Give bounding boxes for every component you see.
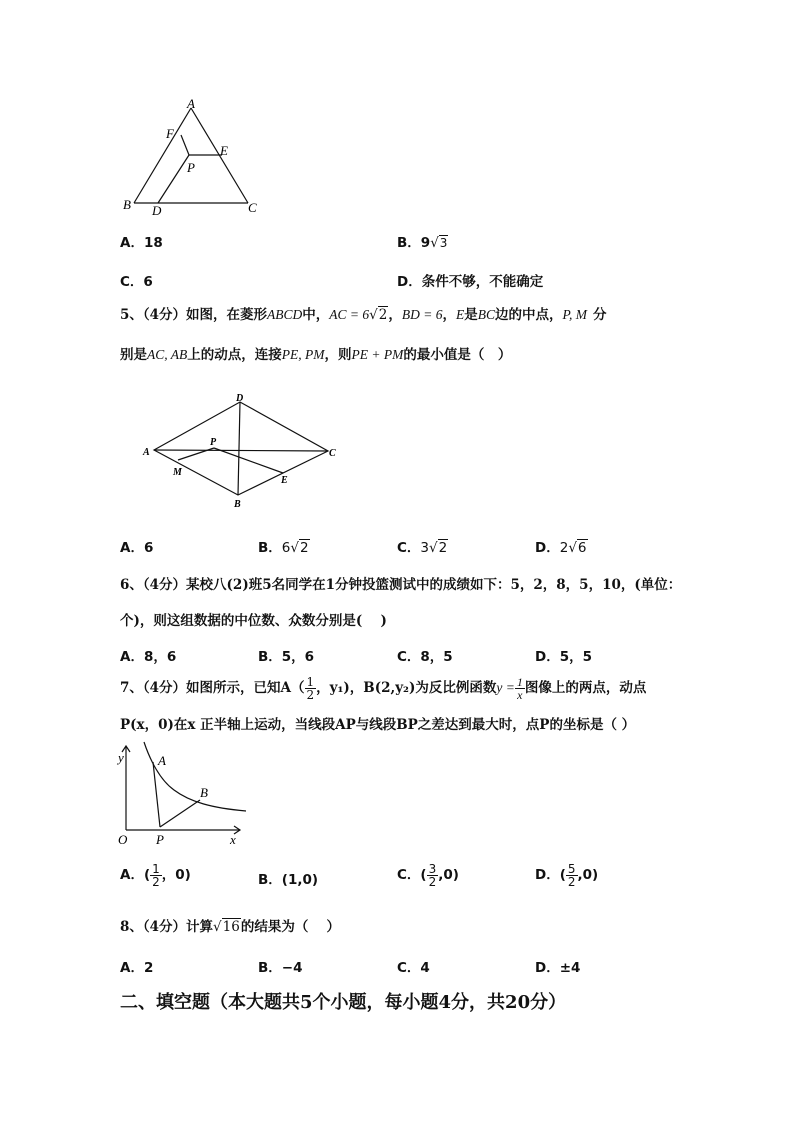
q5-label-m: M (173, 467, 182, 478)
q5-option-c[interactable]: C．3√2 (397, 540, 448, 556)
q5-text-2b: AC, AB (147, 347, 188, 362)
q7-option-d[interactable] (535, 862, 598, 888)
q8-option-c[interactable]: C．4 (397, 960, 430, 976)
q5-text-1d: AC = 6 (329, 307, 370, 322)
q8-text-b: 的结果为（ ） (240, 919, 341, 935)
q5-text-1a: 5、（4分）如图，在菱形 (120, 307, 268, 323)
q7-option-b[interactable]: B．(1,0) (258, 872, 319, 888)
q7-option-a[interactable] (120, 862, 191, 888)
q7-option-a-suffix: ，0) (161, 867, 191, 883)
q7-label-b: B (200, 785, 208, 800)
q7-text-1a: 7、（4分）如图所示，已知A（ (120, 680, 305, 696)
q7-option-d-frac: $\frac{5}{2}$ (567, 861, 576, 889)
q4-option-d[interactable]: D．条件不够，不能确定 (397, 274, 544, 290)
q7-option-c-prefix: C．( (397, 867, 427, 883)
q5-text-2g: 的最小值是（ ） (403, 347, 512, 363)
q7-label-x: x (230, 832, 236, 847)
section-2-title: 二、填空题（本大题共5个小题，每小题4分，共20分） (120, 992, 567, 1013)
q8-option-a[interactable]: A．2 (120, 960, 154, 976)
q5-label-e: E (281, 475, 288, 486)
q7-option-a-frac: $\frac{1}{2}$ (152, 861, 160, 889)
q5-stem-line2 (120, 346, 511, 364)
q5-option-d-rad: 6 (577, 540, 587, 556)
q5-text-2e: ，则 (324, 347, 352, 363)
q6-option-a[interactable]: A．8，6 (120, 649, 177, 665)
q7-option-d-prefix: D．( (535, 867, 566, 883)
q4-option-a[interactable]: A．18 (120, 235, 163, 251)
q8-option-d[interactable]: D．±4 (535, 960, 581, 976)
q7-frac-x: $\frac{1}{x}$ (516, 675, 523, 702)
q5-text-2f: PE + PM (351, 347, 404, 362)
q5-option-b[interactable]: B．6√2 (258, 540, 309, 556)
q4-option-c[interactable]: C．6 (120, 274, 153, 290)
q8-stem: 8、（4分）计算√16的结果为（ ） (120, 919, 341, 935)
q7-stem-line2: P(x，0)在x 正半轴上运动，当线段AP与线段BP之差达到最大时，点P的坐标是（ ） (120, 717, 636, 733)
q4-label-a: A (187, 96, 195, 111)
q7-stem-line1 (120, 676, 646, 701)
q5-rhombus-figure (136, 392, 346, 514)
q5-text-2a: 别是 (120, 347, 147, 363)
q7-option-d-suffix: ,0) (577, 867, 599, 883)
q5-label-b: B (234, 499, 241, 510)
q5-text-2c: 上的动点，连接 (187, 347, 282, 363)
q4-option-b[interactable]: B．9√3 (397, 235, 448, 251)
q6-stem-line1: 6、（4分）某校八(2)班5名同学在1分钟投篮测试中的成绩如下：5，2，8，5，10，(单位： (120, 577, 682, 593)
q5-text-1g: ， (442, 307, 456, 323)
q7-option-a-prefix: A．( (120, 867, 151, 883)
q7-label-a: A (158, 753, 166, 768)
q5-text-1j: BC (477, 307, 495, 322)
q5-option-c-prefix: C． (397, 540, 421, 556)
q6-option-b[interactable]: B．5，6 (258, 649, 315, 665)
q5-option-d[interactable]: D．2√6 (535, 540, 587, 556)
q5-option-c-coef: 3 (420, 540, 430, 556)
q4-label-f: F (166, 126, 174, 141)
q5-option-b-prefix: B． (258, 540, 282, 556)
q6-option-c[interactable]: C．8，5 (397, 649, 453, 665)
q7-function-figure (112, 738, 252, 850)
q5-text-1f: BD = 6 (401, 307, 443, 322)
q5-text-1k: 边的中点， (495, 307, 563, 323)
q5-text-1d-rad: 2 (378, 307, 388, 323)
q5-text-1i: 是 (464, 307, 478, 323)
q5-text-1e: ， (388, 307, 402, 323)
q4-label-b: B (123, 197, 131, 212)
q5-stem-line1: 5、（4分）如图，在菱形ABCD中，AC = 6√2，BD = 6，E是BC边的中点，P, M 分 (120, 307, 607, 323)
q7-label-p: P (156, 832, 164, 847)
q5-option-d-coef: 2 (559, 540, 569, 556)
q5-text-2d: PE, PM (281, 347, 325, 362)
q5-label-c: C (329, 448, 336, 459)
q6-option-d[interactable]: D．5，5 (535, 649, 592, 665)
q5-text-1c: 中， (302, 307, 330, 323)
q7-label-y: y (118, 750, 124, 765)
q5-text-1h: E (455, 307, 465, 322)
q5-option-c-rad: 2 (438, 540, 448, 556)
q5-label-d: D (236, 393, 244, 404)
q5-text-1b: ABCD (267, 307, 303, 322)
q6-stem-line2: 个)，则这组数据的中位数、众数分别是( ) (120, 613, 387, 629)
q7-text-1y: y = (496, 680, 515, 695)
q7-option-c[interactable] (397, 862, 459, 888)
q7-text-1b: ，y₁)，B(2,y₂)为反比例函数 (316, 680, 497, 696)
q4-triangle-figure (118, 96, 268, 221)
q4-option-b-prefix: B．9 (397, 235, 431, 251)
q8-option-b[interactable]: B．−4 (258, 960, 303, 976)
q4-option-b-radicand: 3 (439, 236, 448, 250)
q5-option-b-coef: 6 (281, 540, 291, 556)
q4-label-c: C (248, 200, 257, 215)
q7-text-1c: 图像上的两点，动点 (524, 680, 647, 696)
q4-label-e: E (220, 143, 228, 158)
q7-option-c-suffix: ,0) (438, 867, 459, 883)
q5-text-1m: 分 (593, 307, 607, 323)
q8-radicand: 16 (222, 919, 240, 935)
q8-text-a: 8、（4分）计算 (120, 919, 214, 935)
q5-option-d-prefix: D． (535, 540, 560, 556)
q4-label-d: D (152, 203, 162, 218)
q5-text-1l: P, M (562, 307, 588, 322)
q4-label-p: P (187, 160, 195, 175)
q5-option-b-rad: 2 (300, 540, 309, 556)
q5-label-p: P (210, 437, 217, 448)
q7-label-o: O (118, 832, 128, 847)
q5-label-a: A (143, 447, 150, 458)
q7-option-c-frac: $\frac{3}{2}$ (428, 861, 437, 889)
q7-frac-half: $\frac{1}{2}$ (306, 675, 315, 702)
q5-option-a[interactable]: A．6 (120, 540, 154, 556)
